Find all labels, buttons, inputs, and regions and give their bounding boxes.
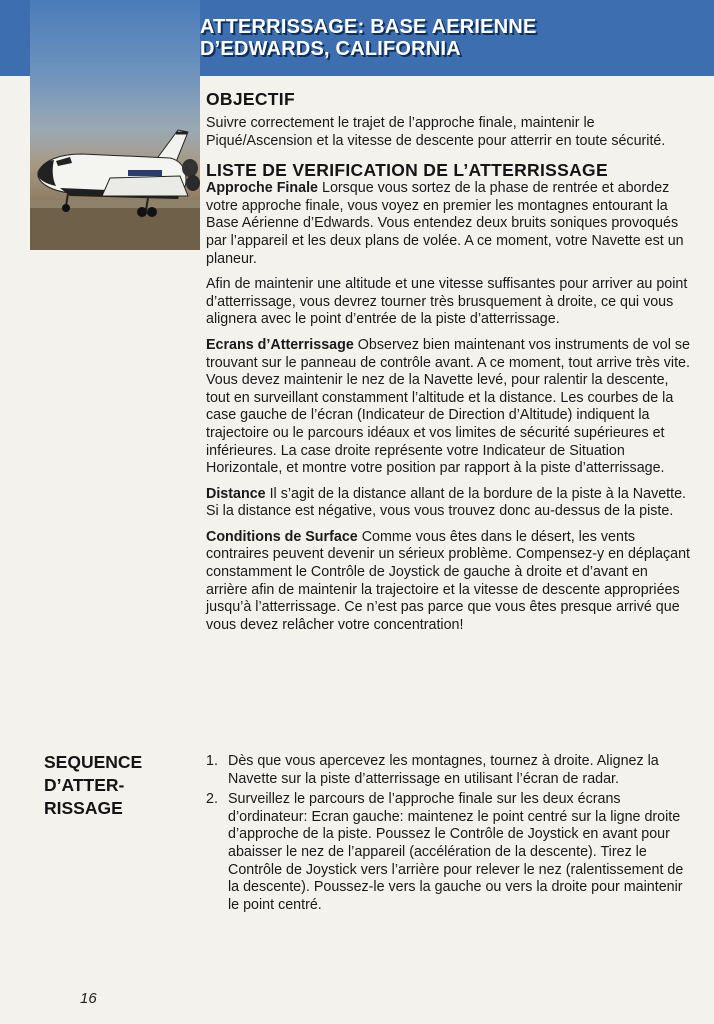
ecrans-lead: Ecrans d’Atterrissage	[206, 336, 354, 353]
ecrans-text: Observez bien maintenant vos instruments de vol se trouvant sur le panneau de contrôle avant. A ce moment, tout arrive très vite. Vous devez maintenir le nez de la Navette levé, pour ralentir la descente, tout en surveillant constamment l’altitude et la distance. Les courbes de la case gauche de l’écran (Indicateur de Direction d’Altitude) indiquent la trajectoire ou le parcours idéaux et vos limites de sécurité supérieures et inférieures. La case droite représente votre Indicateur de Situation Horizontale, et montre votre position par rapport à la piste d’atterrissage.	[206, 336, 690, 477]
approche-lead: Approche Finale	[206, 180, 319, 197]
space-shuttle-icon	[30, 0, 200, 250]
sequence-heading-line-3: RISSAGE	[44, 798, 123, 818]
sequence-list	[206, 753, 696, 917]
list-item-text: Surveillez le parcours de l’approche finale sur les deux écrans d’ordinateur: Ecran gauche: maintenez le point centré sur la ligne droite d’approche de la piste. Poussez le Contrôle de Joystick en avant pour abaisser le nez de l’appareil (accélération de la descente). Tirez le Contrôle de Joystick vers l’arrière pour relever le nez (ralentissement de la descente). Poussez-le vers la gauche ou vers la droite pour maintenir le point centré.	[228, 791, 684, 913]
page-number: 16	[80, 990, 97, 1007]
conditions-paragraph	[206, 529, 692, 635]
approche-text: Lorsque vous sortez de la phase de rentrée et abordez votre approche finale, vous voyez en premier les montagnes entourant la Base Aérienne d’Edwards. Vous entendez deux bruits soniques provoqués par l’appareil et les deux plans de volée. A ce moment, votre Navette est un planeur.	[206, 180, 684, 267]
sequence-heading	[44, 751, 164, 820]
list-item	[206, 753, 696, 788]
distance-lead: Distance	[206, 485, 266, 502]
list-item-text: Dès que vous apercevez les montagnes, tournez à droite. Alignez la Navette sur la piste d’atterrissage en utilisant l’écran de radar.	[228, 753, 659, 787]
title-line-1: ATTERRISSAGE: BASE AERIENNE	[200, 16, 537, 38]
conditions-lead: Conditions de Surface	[206, 528, 358, 545]
ecrans-paragraph	[206, 337, 692, 478]
list-item-number: 1.	[206, 753, 218, 769]
sequence-heading-line-1: SEQUENCE	[44, 752, 143, 772]
distance-text: Il s’agit de la distance allant de la bordure de la piste à la Navette. Si la distance est négative, vous vous trouvez donc au-dessus de la piste.	[206, 485, 687, 520]
space-shuttle-landing-photo	[30, 0, 200, 250]
approche-paragraph	[206, 180, 692, 268]
list-item-number: 2.	[206, 791, 218, 808]
conditions-text: Comme vous êtes dans le désert, les vents contraires peuvent devenir un sérieux problème. Compensez-y en déplaçant constamment le Contrôle de Joystick de gauche à droite et d’avant en arrière afin de maintenir la trajectoire et la vitesse de descente appropriées jusqu’à l’atterrissage. Ce n’est pas parce que vous êtes presque arrivé que vous devez relâcher votre concentration!	[206, 528, 690, 633]
distance-paragraph	[206, 486, 692, 521]
main-content	[206, 89, 692, 634]
list-item	[206, 791, 696, 914]
objectif-text: Suivre correctement le trajet de l’approche finale, maintenir le Piqué/Ascension et la vitesse de descente pour atterrir en toute sécurité.	[206, 115, 666, 149]
page-title	[200, 16, 700, 60]
checklist-heading: LISTE DE VERIFICATION DE L’ATTERRISSAGE	[206, 160, 608, 181]
objectif-heading: OBJECTIF	[206, 89, 295, 109]
approche-paragraph-2: Afin de maintenir une altitude et une vitesse suffisantes pour arriver au point d’atterrissage, vous devrez tourner très brusquement à droite, ce qui vous alignera avec le point d’entrée de la piste d’atterrissage.	[206, 276, 688, 328]
title-line-2: D’EDWARDS, CALIFORNIA	[200, 38, 461, 60]
sequence-heading-line-2: D’ATTER-	[44, 775, 125, 795]
